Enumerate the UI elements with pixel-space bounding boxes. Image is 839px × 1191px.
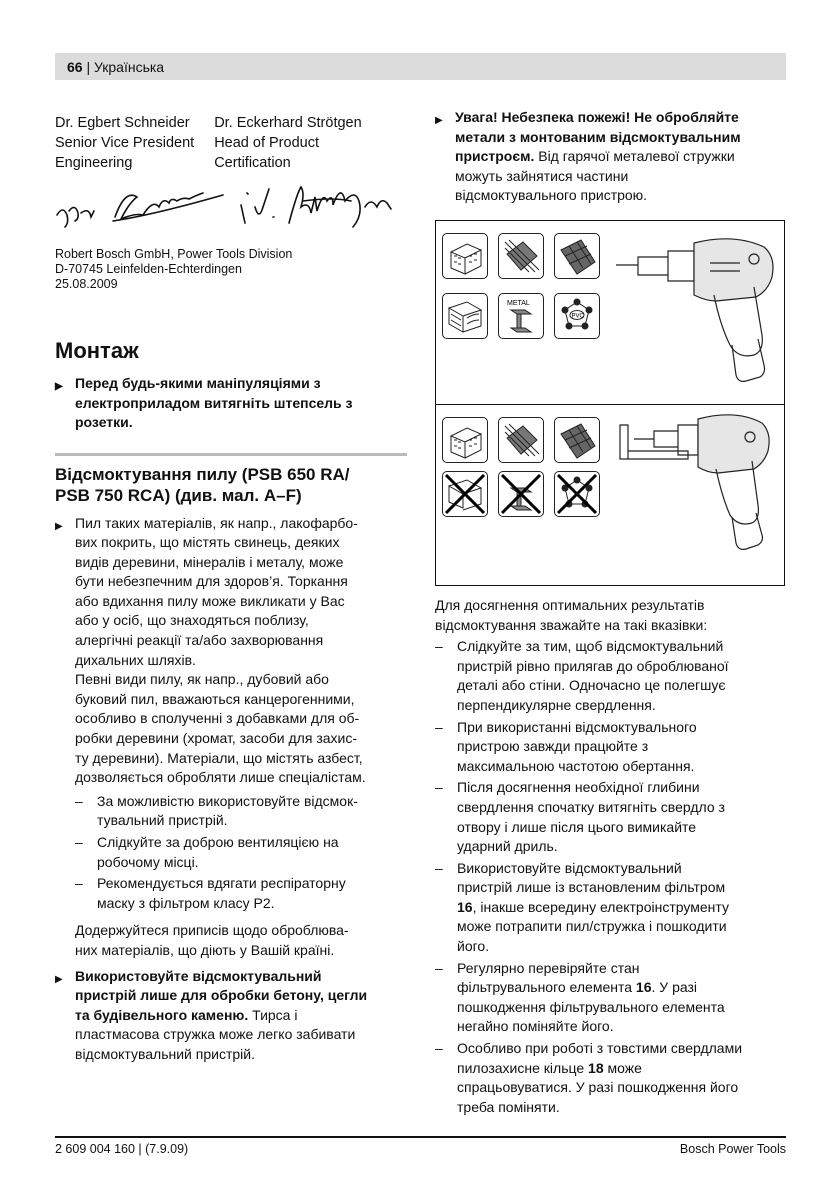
arrow-right-icon: ▶ bbox=[55, 520, 63, 532]
footer-divider bbox=[55, 1136, 786, 1138]
signatory-name: Dr. Eckerhard Strötgen bbox=[214, 115, 362, 131]
dust-warning-text bbox=[75, 514, 366, 788]
warning-line: розетки. bbox=[75, 414, 133, 430]
text-line: відсмоктувальний пристрій. bbox=[75, 1045, 255, 1062]
text-line: отвору і лише після цього вимикайте bbox=[457, 818, 697, 835]
header-text: 66 | Українська bbox=[67, 59, 165, 75]
text-line: дозволяється обробляти лише спеціалістам. bbox=[75, 769, 366, 786]
dust-precautions bbox=[75, 792, 407, 914]
text-line: За можливістю використовуйте відсмок- bbox=[97, 792, 358, 809]
text-line: дихальних шляхів. bbox=[75, 651, 196, 668]
text-line: видів деревини, мінералів і металу, може bbox=[75, 553, 344, 570]
left-column bbox=[55, 113, 407, 1065]
text-line: ударний дриль. bbox=[457, 838, 558, 855]
list-item: – За можливістю використовуйте відсмок- тувальний пристрій. bbox=[75, 792, 407, 831]
list-item: – Особливо при роботі з товстими свердлами пилозахисне кільце 18 може спрацьовуватися. У разі пошкодження його треба поміняти. bbox=[435, 1039, 785, 1117]
text-line: робки деревини (хромат, засоби для захис- bbox=[75, 730, 358, 747]
signatory-2 bbox=[214, 113, 362, 173]
metal-label: METAL bbox=[507, 299, 530, 307]
text-line: деталі або стіни. Одночасно це полегшує bbox=[457, 677, 726, 694]
text-line: особливо в сполученні з добавками для об- bbox=[75, 710, 360, 727]
text-span: , інакше всередину електроінструменту bbox=[472, 898, 729, 915]
part-number: 16 bbox=[457, 898, 473, 915]
list-item: – Слідкуйте за доброю вентиляцією на робочому місці. bbox=[75, 833, 407, 872]
text-line: Для досягнення оптимальних результатів bbox=[435, 596, 705, 613]
text-line: вих покрить, що містять свинець, деяких bbox=[75, 534, 340, 551]
footer-brand: Bosch Power Tools bbox=[679, 1142, 786, 1156]
list-item: – Регулярно перевіряйте стан фільтрувального елемента 16. У разі пошкодження фільтрувального елемента негайно поміняйте його. bbox=[435, 959, 785, 1037]
list-item: – Рекомендується вдягати респіраторну маску з фільтром класу P2. bbox=[75, 874, 407, 913]
text-line: або вдихання пилу може викликати у Вас bbox=[75, 592, 345, 609]
text-line: метали з монтованим відсмоктувальним bbox=[455, 128, 741, 145]
signatory-title: Certification bbox=[214, 155, 291, 171]
text-line: максимальною частотою обертання. bbox=[457, 757, 695, 774]
concrete-icon bbox=[498, 417, 544, 463]
text-line: Додержуйтеся приписів щодо оброблюва- bbox=[75, 922, 349, 939]
text-line: буковий пил, вважаються канцерогенними, bbox=[75, 690, 355, 707]
text-line: Певні види пилу, як напр., дубовий або bbox=[75, 671, 329, 688]
tips-intro bbox=[435, 596, 785, 635]
signature-image bbox=[55, 177, 407, 247]
text-line: відсмоктування зважайте на такі вказівки: bbox=[435, 616, 708, 633]
text-span: пристроєм. bbox=[455, 148, 535, 165]
arrow-right-icon: ▶ bbox=[435, 115, 443, 126]
list-item: – Після досягнення необхідної глибини свердлення спочатку витягніть свердло з отвору і лише після цього вимикайте ударний дриль. bbox=[435, 778, 785, 856]
text-line: можуть зайнятися частини bbox=[455, 167, 629, 184]
text-line: тувальний пристрій. bbox=[97, 812, 228, 829]
page-number: 66 bbox=[67, 59, 83, 75]
signatory-title: Senior Vice President bbox=[55, 135, 195, 151]
montage-title: Монтаж bbox=[55, 338, 139, 363]
pvc-label: PVC bbox=[571, 313, 584, 320]
brick-icon bbox=[442, 233, 488, 279]
text-line: Після досягнення необхідної глибини bbox=[457, 779, 700, 796]
company-date: 25.08.2009 bbox=[55, 277, 118, 291]
drill-illustration bbox=[614, 229, 782, 399]
text-line: ту деревини). Матеріали, що містять азбест, bbox=[75, 749, 363, 766]
text-line: пластмасова стружка може легко забивати bbox=[75, 1026, 356, 1043]
text-line: або у осіб, що знаходяться поблизу, bbox=[75, 612, 309, 629]
warning-line: Перед будь-якими маніпуляціями з bbox=[75, 375, 321, 391]
text-span: . У разі bbox=[651, 979, 698, 996]
text-line: Особливо при роботі з товстими свердлами bbox=[457, 1040, 743, 1057]
text-line: бути небезпечним для здоров’я. Торкання bbox=[75, 573, 348, 590]
text-span: пилозахисне кільце bbox=[457, 1059, 589, 1076]
text-line: пристрій лише із встановленим фільтром bbox=[457, 879, 726, 896]
regulations-note bbox=[75, 921, 407, 960]
pvc-crossed-icon bbox=[554, 471, 600, 517]
text-line: свердлення спочатку витягніть свердло з bbox=[457, 798, 725, 815]
text-line: них матеріалів, що діють у Вашій країні. bbox=[75, 941, 335, 958]
metal-icon bbox=[498, 293, 544, 339]
text-line: маску з фільтром класу P2. bbox=[97, 894, 275, 911]
text-span: та будівельного каменю. bbox=[75, 1006, 249, 1023]
dust-title-line: PSB 750 RCA) (див. мал. A–F) bbox=[55, 485, 302, 505]
text-line: Використовуйте відсмоктувальний bbox=[75, 967, 322, 984]
dust-warning bbox=[55, 514, 407, 788]
text-line: пристрій лише для обробки бетону, цегли bbox=[75, 987, 368, 1004]
text-line: Рекомендується вдягати респіраторну bbox=[97, 875, 346, 892]
text-line: пристрою завжди працюйте з bbox=[457, 738, 649, 755]
montage-warning bbox=[55, 374, 407, 433]
signatory-name: Dr. Egbert Schneider bbox=[55, 115, 190, 131]
text-span: Від гарячої металевої стружки bbox=[534, 148, 735, 165]
figure-divider bbox=[436, 404, 784, 405]
text-line: спрацьовуватися. У разі пошкодження його bbox=[457, 1079, 739, 1096]
part-number: 16 bbox=[635, 979, 652, 996]
text-line: алергічні реакції та/або захворювання bbox=[75, 632, 324, 649]
text-line: треба поміняти. bbox=[457, 1098, 560, 1115]
text-line: Регулярно перевіряйте стан bbox=[457, 959, 640, 976]
tile-icon bbox=[554, 233, 600, 279]
doc-number: 2 609 004 160 | (7.9.09) bbox=[55, 1142, 189, 1156]
drill-with-extraction-illustration bbox=[614, 411, 782, 581]
text-line: Слідкуйте за доброю вентиляцією на bbox=[97, 834, 339, 850]
text-span: може bbox=[603, 1059, 642, 1076]
part-number: 18 bbox=[588, 1059, 604, 1076]
page-header bbox=[55, 53, 786, 80]
signatory-1 bbox=[55, 113, 194, 173]
tips-list bbox=[435, 637, 785, 1117]
text-line: може потрапити пил/стружка і пошкодити bbox=[457, 918, 727, 935]
text-line: його. bbox=[457, 938, 490, 955]
text-line: Увага! Небезпека пожежі! Не обробляйте bbox=[455, 109, 739, 125]
metal-crossed-icon bbox=[498, 471, 544, 517]
material-figure bbox=[435, 220, 785, 586]
tile-icon bbox=[554, 417, 600, 463]
text-line: перпендикулярне свердлення. bbox=[457, 696, 656, 713]
signatories bbox=[55, 113, 407, 173]
right-column bbox=[435, 108, 785, 1119]
text-line: робочому місці. bbox=[97, 853, 199, 870]
text-line: Пил таких матеріалів, як напр., лакофарбо- bbox=[75, 514, 358, 531]
pvc-icon bbox=[554, 293, 600, 339]
concrete-icon bbox=[498, 233, 544, 279]
wood-icon bbox=[442, 293, 488, 339]
list-item: – Використовуйте відсмоктувальний пристрій лише із встановленим фільтром 16, інакше всередину електроінструменту може потрапити пил/стружка і пошкодити його. bbox=[435, 859, 785, 957]
warning-line: електроприладом витягніть штепсель з bbox=[75, 394, 353, 411]
dust-title-line: Відсмоктування пилу (PSB 650 RA/ bbox=[55, 464, 350, 484]
text-line: Слідкуйте за тим, щоб відсмоктувальний bbox=[457, 638, 724, 655]
text-span: Тирса і bbox=[248, 1006, 298, 1023]
text-line: відсмоктувального пристрою. bbox=[455, 187, 648, 204]
text-line: пристрій рівно прилягав до оброблюваної bbox=[457, 657, 729, 674]
list-item: – Слідкуйте за тим, щоб відсмоктувальний пристрій рівно прилягав до оброблюваної деталі або стіни. Одночасно це полегшує перпендикулярне свердлення. bbox=[435, 637, 785, 715]
arrow-right-icon: ▶ bbox=[55, 381, 63, 392]
header-language: Українська bbox=[94, 59, 165, 75]
fire-warning bbox=[435, 108, 785, 206]
text-line: Використовуйте відсмоктувальний bbox=[457, 859, 682, 876]
signatory-title: Head of Product bbox=[214, 135, 319, 151]
brick-icon bbox=[442, 417, 488, 463]
list-item: – При використанні відсмоктувального пристрою завжди працюйте з максимальною частотою обертання. bbox=[435, 718, 785, 777]
company-line: D-70745 Leinfelden-Echterdingen bbox=[55, 262, 242, 276]
arrow-right-icon: ▶ bbox=[55, 973, 63, 985]
text-line: пошкодження фільтрувального елемента bbox=[457, 998, 725, 1015]
text-span: фільтрувального елемента bbox=[457, 979, 636, 996]
company-line: Robert Bosch GmbH, Power Tools Division bbox=[55, 247, 293, 261]
section-divider bbox=[55, 453, 407, 456]
wood-crossed-icon bbox=[442, 471, 488, 517]
signatory-title: Engineering bbox=[55, 155, 133, 171]
dust-title bbox=[55, 464, 407, 506]
handwritten-signatures bbox=[55, 177, 407, 247]
concrete-warning bbox=[55, 967, 407, 1065]
text-line: При використанні відсмоктувального bbox=[457, 718, 697, 735]
text-line: негайно поміняйте його. bbox=[457, 1018, 614, 1035]
company-info bbox=[55, 247, 407, 292]
